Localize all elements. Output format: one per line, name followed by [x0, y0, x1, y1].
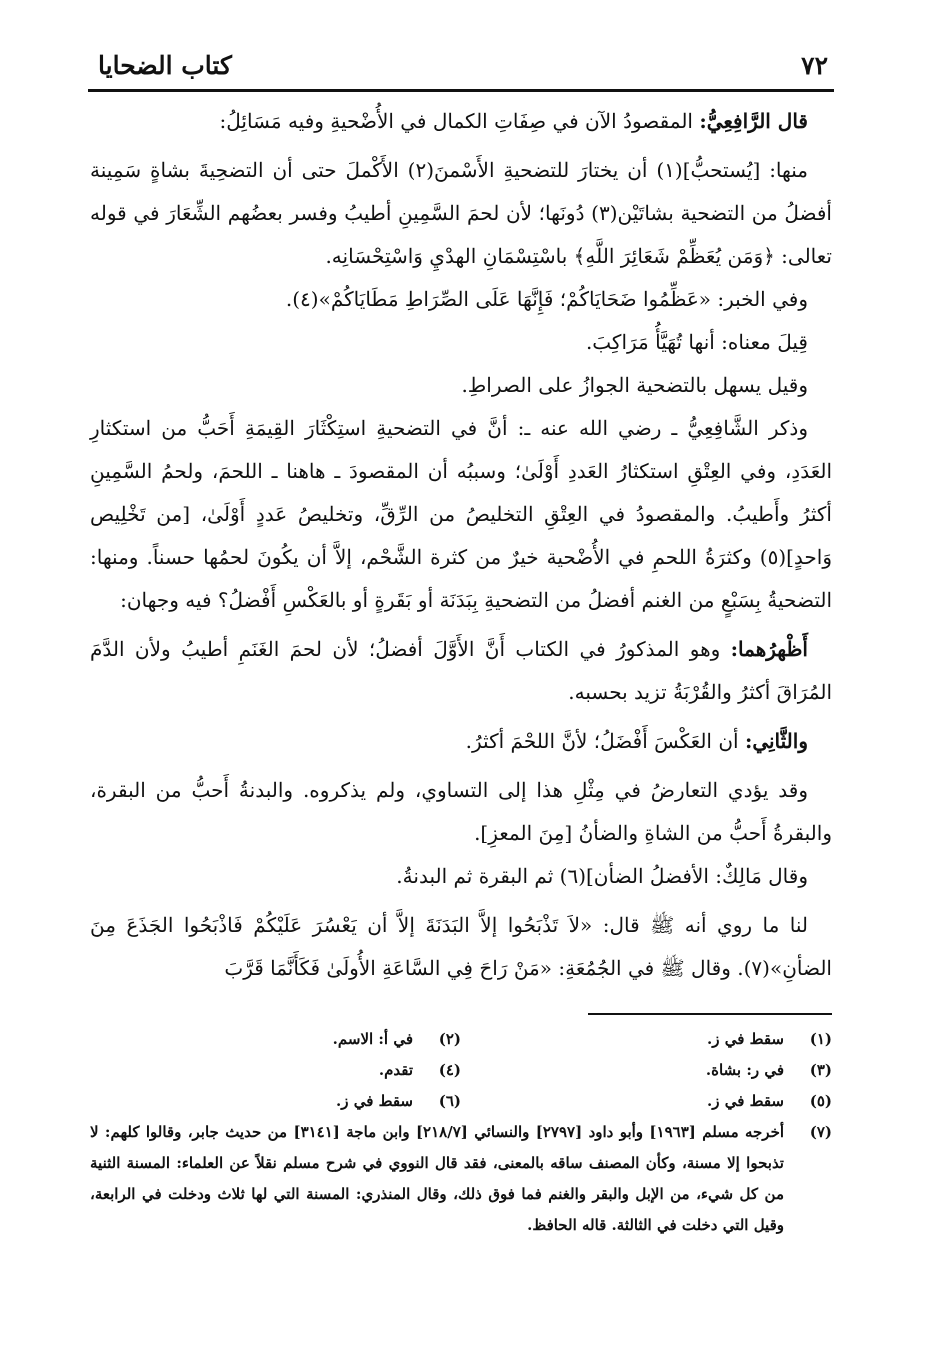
footnote-text: أخرجه مسلم [١٩٦٣] وأبو داود [٢٧٩٧] والنسائي [٢١٨/٧] وابن ماجة [٣١٤١] من حديث جابر، وقالوا كلهم: لا تذبحوا إلا مسنة، وكأن المصنف ساقه بالمعنى، فقد قال النووي في شرح مسلم نقلاً عن العلماء: المسنة الثنية من كل شيء، من الإبل والبقر والغنم فما فوق ذلك، وقال المنذري: المسنة التي لها ثلاث ودخلت في الرابعة، وقيل التي دخلت في الثالثة. قاله الحافظ. — [90, 1123, 785, 1234]
paragraph — [90, 364, 832, 407]
footnote-text: سقط في ز. — [336, 1092, 413, 1110]
footnote-text: سقط في ز. — [707, 1030, 784, 1048]
footnote-item — [90, 1024, 461, 1055]
paragraph — [90, 628, 832, 714]
footnote-text: سقط في ز. — [707, 1092, 784, 1110]
footnote-text: تقدم. — [378, 1061, 413, 1079]
footnote-number: (٧) — [809, 1123, 832, 1141]
paragraph — [90, 100, 832, 143]
footnote-item — [461, 1055, 832, 1086]
footnote-number: (٥) — [809, 1092, 832, 1110]
footnote-number: (٤) — [438, 1061, 461, 1079]
footnote-number: (٢) — [438, 1030, 461, 1048]
paragraph — [90, 855, 832, 898]
paragraph — [90, 904, 832, 990]
footnote-item — [461, 1086, 832, 1117]
footnote-number: (٣) — [809, 1061, 832, 1079]
paragraph-text: وقد يؤدي التعارضُ في مِثْلِ هذا إلى التساوي، ولم يذكروه. والبدنةُ أَحبُّ من البقرة، والبقرةُ أَحبُّ من الشاةِ والضأنُ [مِنَ المعزِ]. — [90, 778, 832, 845]
paragraph-text: أن العَكْسَ أَفْضَلُ؛ لأنَّ اللحْمَ أكثرُ. — [465, 729, 745, 753]
footnote-rule — [588, 1013, 832, 1015]
footnotes — [90, 1024, 832, 1241]
paragraph — [90, 321, 832, 364]
paragraph-lead: قال الرَّافِعِيُّ: — [699, 109, 808, 133]
header-rule — [88, 89, 834, 92]
paragraph — [90, 407, 832, 622]
footnote-number: (١) — [809, 1030, 832, 1048]
footnote-text: في ر: بشاة. — [705, 1061, 784, 1079]
paragraph — [90, 769, 832, 855]
paragraph-text: وذكر الشَّافِعِيُّ ـ رضي الله عنه ـ: أنَّ في التضحيةِ استِكْثَارَ القِيمَةِ أَحَبُّ من استكثارِ العَدَدِ، وفي العِتْقِ استكثارُ العَددِ أَوْلَىٰ؛ وسببُه أن المقصودَ ـ هاهنا ـ اللحمَ، ولحمُ السَّمِينِ أكثرُ وأَطيبُ. والمقصودُ في العِتْقِ التخليصُ من الرِّقِّ، وتخليصُ عَددٍ أَوْلَىٰ، [من تَخْلِيص وَاحدٍ](٥) وكثرَةُ اللحمِ في الأُضْحية خيرٌ من كثرة الشَّحْم، إلاَّ أن يكُونَ لحمُها حسناً. ومنها: التضحيةُ بِسَبْعٍ من الغنم أفضلُ من التضحيةِ بِبَدَنَة أو بَقَرةٍ أو بالعَكْسِ أَفْضلُ؟ فيه وجهان: — [90, 416, 832, 612]
paragraph-lead: أَظْهرُهما: — [730, 637, 808, 661]
paragraph-text: المقصودُ الآن في صِفَاتِ الكمال في الأُضْحيةِ وفيه مَسَائِلُ: — [219, 109, 700, 133]
footnote-number: (٦) — [438, 1092, 461, 1110]
footnote-item-long — [90, 1117, 832, 1241]
footnote-text: في أ: الاسم. — [332, 1030, 413, 1048]
paragraph-text: وهو المذكورُ في الكتاب أَنَّ الأَوَّلَ أفضلُ؛ لأن لحمَ الغَنَمِ أطيبُ ولأن الدَّمَ المُرَاقَ أكثرُ والقُرْبَةُ تزيد بحسبه. — [90, 637, 832, 704]
paragraph-text: لنا ما روي أنه ﷺ قال: «لاَ تَذْبَحُوا إلاَّ البَدَنَةَ إلاَّ أن يَعْسُرَ عَلَيْكُمْ فَاذْبَحُوا الجَذَعَ مِنَ الضأنِ»(٧). وقال ﷺ في الجُمُعَةِ: «مَنْ رَاحَ فِي السَّاعَةِ الأُولَىٰ فَكَأَنَّمَا قَرَّبَ — [90, 913, 832, 980]
footnote-grid — [90, 1024, 832, 1117]
paragraph — [90, 720, 832, 763]
paragraph — [90, 149, 832, 278]
paragraph-text: قِيلَ معناه: أنها تُهَيَّأُ مَرَاكِبَ. — [585, 330, 808, 354]
footnote-item — [90, 1055, 461, 1086]
book-title: كتاب الضحايا — [98, 50, 232, 80]
paragraph-text: وقال مَالِكٌ: الأفضلُ الضأن](٦) ثم البقرة ثم البدنةُ. — [396, 864, 808, 888]
footnote-item — [461, 1024, 832, 1055]
paragraph-lead: والثَّانِي: — [744, 729, 808, 753]
page-number: ٧٢ — [801, 50, 828, 80]
main-text — [90, 100, 832, 990]
paragraph — [90, 278, 832, 321]
paragraph-text: وقيل يسهل بالتضحية الجوازُ على الصراطِ. — [461, 373, 808, 397]
paragraph-text: وفي الخبر: «عَظِّمُوا ضَحَايَاكُمْ؛ فَإِنَّهَا عَلَى الصِّرَاطِ مَطَايَاكُمْ»(٤). — [285, 287, 808, 311]
footnote-item — [90, 1086, 461, 1117]
paragraph-text: منها: [يُستحبُّ](١) أن يختارَ للتضحيةِ الأَسْمنَ(٢) الأَكْملَ حتى أن التضحِيةَ بشاةٍ سَمِينة أفضلُ من التضحية بشاتَيْن(٣) دُونَها؛ لأن لحمَ السَّمِينِ أطيبُ وفسر بعضُهم الشِّعَارَ في قوله تعالى: ﴿وَمَن يُعَظِّمْ شَعَائِرَ اللَّهِ﴾ باسْتِسْمَانِ الهدْيِ وَاسْتِحْسَانِه. — [90, 158, 832, 268]
page-header — [98, 42, 828, 88]
